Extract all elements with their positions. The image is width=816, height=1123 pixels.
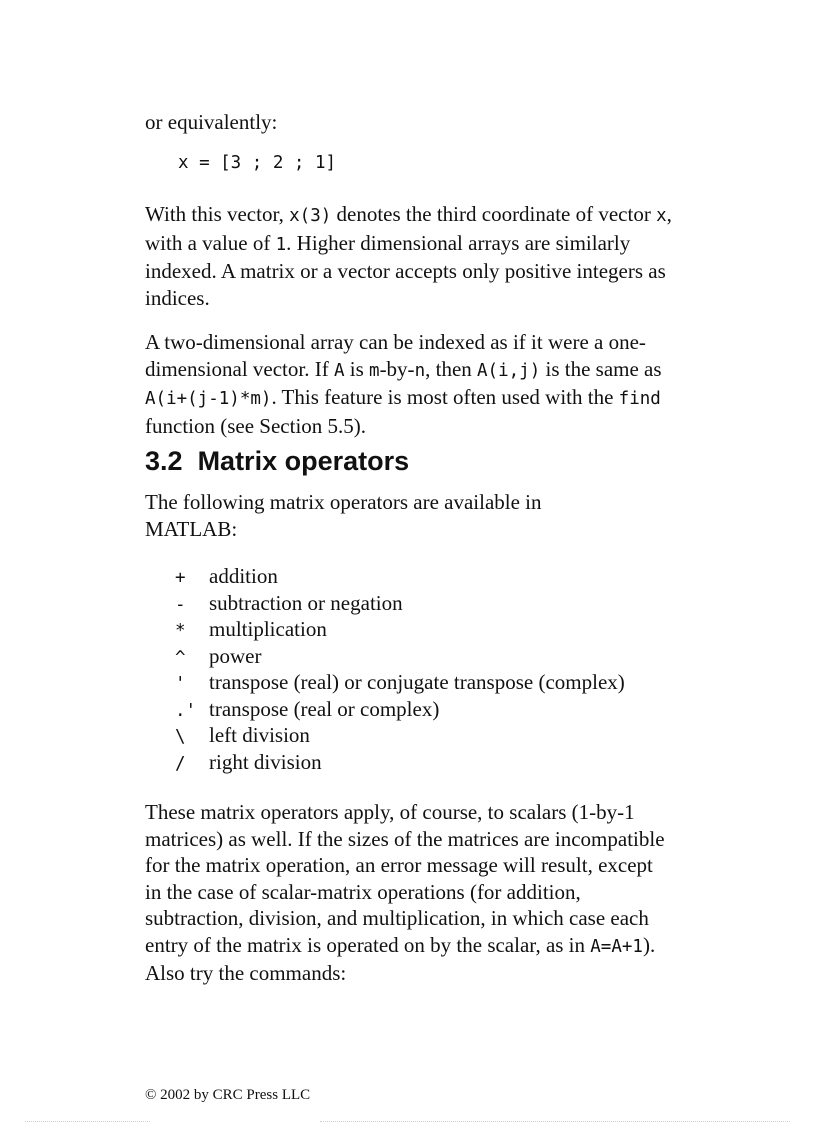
- operator-item: [175, 616, 625, 643]
- text-run: . This feature is most often used with the: [271, 385, 619, 409]
- inline-code: x(3): [289, 206, 332, 226]
- operator-description: multiplication: [209, 617, 327, 641]
- text-run: These matrix operators apply, of course, to scalars (1-by-1 matrices) as well. If the sizes of the matrices are incompatible for the matrix operation, an error message will result, except in the case of scalar-matrix operations (for addition, subtraction, division, and multiplication, in which case each entry of the matrix is operated on by the scalar, as in: [145, 800, 665, 957]
- page-edge-divider: [25, 1121, 150, 1122]
- section-heading: [145, 446, 409, 477]
- operator-item: [175, 590, 625, 617]
- text-run: ). Also try the commands:: [145, 932, 656, 985]
- operator-description: subtraction or negation: [209, 590, 403, 615]
- inline-code: m: [369, 360, 380, 381]
- operator-description: right division: [209, 749, 322, 774]
- operator-symbol: \: [175, 727, 186, 747]
- inline-code: A: [333, 360, 345, 381]
- inline-code: n: [414, 360, 426, 381]
- operator-description: power: [209, 643, 262, 668]
- paragraph-indexing: [145, 201, 685, 311]
- paragraph-scalar-operations: [145, 799, 673, 987]
- text-run: function (see Section 5.5).: [145, 413, 367, 438]
- intro-text: or equivalently:: [145, 110, 278, 134]
- operator-list: [175, 563, 625, 775]
- inline-code: 1: [275, 234, 287, 255]
- section-number: 3.2: [145, 446, 183, 476]
- operator-item: [175, 669, 625, 696]
- operator-symbol: *: [175, 621, 186, 641]
- inline-code: A(i+(j-1)*m): [145, 389, 272, 409]
- text-run: is: [344, 356, 370, 381]
- code-example: x = [3 ; 2 ; 1]: [178, 153, 337, 173]
- text-run: denotes the third coordinate of vector: [331, 202, 657, 226]
- inline-code: A=A+1: [590, 936, 643, 957]
- copyright-footer: © 2002 by CRC Press LLC: [145, 1087, 311, 1103]
- paragraph-operators-intro: The following matrix operators are available in MATLAB:: [145, 490, 542, 541]
- operator-item: [175, 643, 625, 670]
- text-run: A two-dimensional array can be indexed as if it were a one-dimensional vector. If: [145, 330, 646, 381]
- inline-code: A(i,j): [477, 360, 541, 381]
- operator-description: transpose (real or complex): [209, 696, 440, 721]
- operator-symbol: +: [175, 568, 186, 588]
- inline-code: x: [656, 206, 667, 226]
- page-edge-divider: [320, 1121, 790, 1122]
- text-run: -by-: [379, 356, 415, 381]
- text-run: , with a value of: [145, 202, 672, 255]
- operator-description: left division: [209, 723, 310, 747]
- paragraph-linear-indexing: [145, 329, 685, 439]
- text-run: is the same as: [540, 356, 662, 381]
- text-run: With this vector,: [145, 202, 290, 226]
- operator-description: addition: [209, 564, 278, 588]
- operator-symbol: ^: [175, 647, 186, 668]
- operator-item: [175, 696, 625, 723]
- operator-item: [175, 722, 625, 749]
- operator-symbol: /: [175, 753, 186, 774]
- operator-item: [175, 563, 625, 590]
- operator-symbol: ': [175, 674, 186, 694]
- operator-description: transpose (real) or conjugate transpose (complex): [209, 670, 625, 694]
- operator-symbol: .': [175, 700, 197, 721]
- operator-symbol: -: [175, 594, 186, 615]
- text-run: . Higher dimensional arrays are similarly indexed. A matrix or a vector accepts only positive integers as indices.: [145, 230, 666, 310]
- inline-code: find: [618, 389, 661, 409]
- section-title: Matrix operators: [197, 446, 410, 476]
- operator-item: [175, 749, 625, 776]
- text-run: , then: [425, 356, 478, 381]
